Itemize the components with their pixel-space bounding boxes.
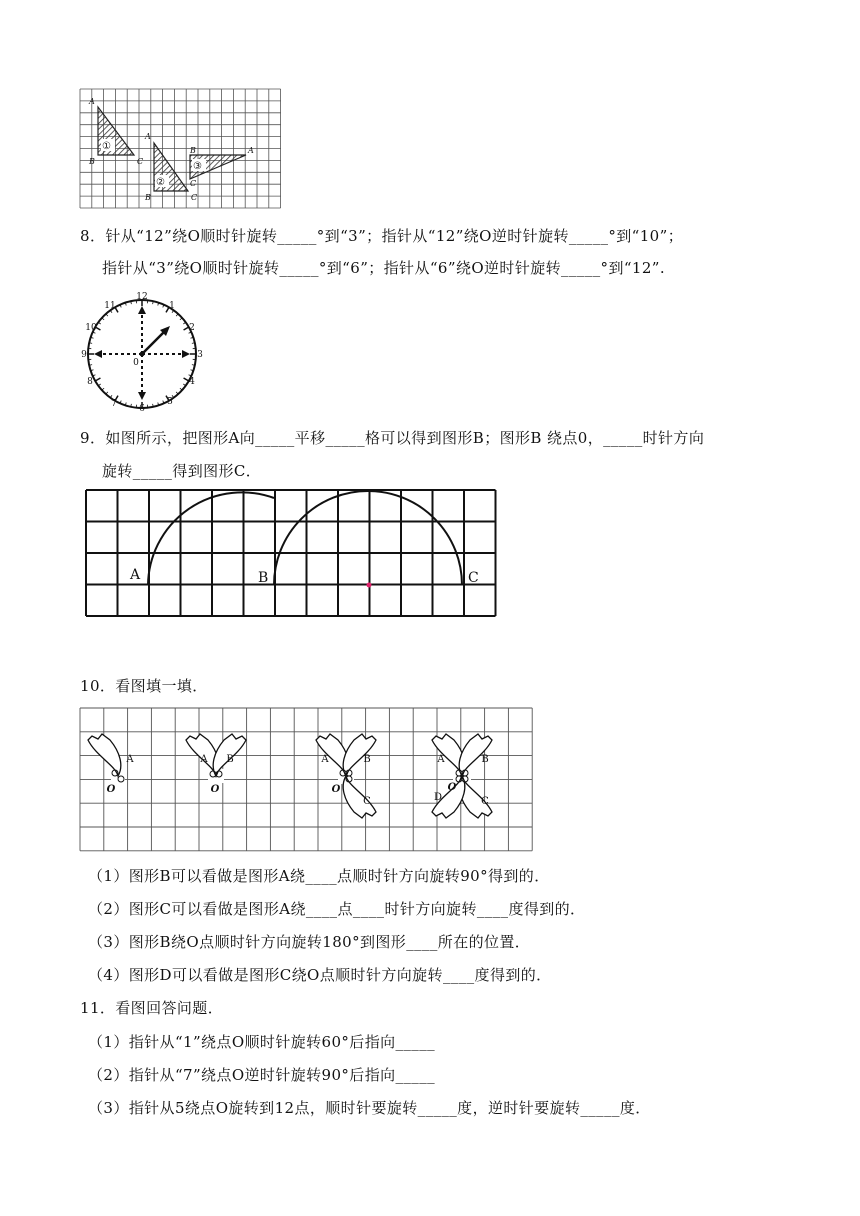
- q11-sub-2: （2）指针从“7”绕点O逆时针旋转90°后指向_____: [88, 1066, 436, 1084]
- vertex-label: C: [137, 157, 144, 166]
- petal-label: D: [433, 792, 443, 803]
- clock-tick: [184, 378, 189, 381]
- clock-number: 9: [81, 350, 87, 360]
- vertex-label: B: [190, 146, 196, 155]
- clock-number: 4: [189, 377, 195, 387]
- q10-sub-3: （3）图形B绕O点顺时针方向旋转180°到图形____所在的位置．: [88, 933, 531, 951]
- clock-number: 7: [111, 399, 117, 409]
- center-o-label: O: [210, 784, 220, 795]
- petal-label: C: [481, 796, 489, 807]
- q10-sub-1: （1）图形B可以看做是图形A绕____点顺时针方向旋转90°得到的．: [88, 867, 550, 885]
- vertex-label: C: [190, 179, 197, 188]
- q9-line-1: 9．如图所示，把图形A向_____平移_____格可以得到图形B；图形B 绕点0，_____时针方向: [80, 429, 705, 447]
- petal-label: B: [226, 754, 234, 765]
- clock-figure: [80, 290, 210, 412]
- semicircle-grid-figure: [84, 488, 497, 621]
- q10-sub-2: （2）图形C可以看做是图形A绕____点____时针方向旋转____度得到的．: [88, 900, 586, 918]
- rotation-center-point: [367, 583, 372, 588]
- q10-sub-4: （4）图形D可以看做是图形C绕O点顺时针方向旋转____度得到的．: [88, 966, 552, 984]
- vertex-label: B: [145, 193, 151, 202]
- region-label: ③: [193, 161, 202, 172]
- vertex-label: A: [248, 146, 254, 155]
- vertex-label: B: [89, 157, 95, 166]
- center-o-label: O: [331, 784, 341, 795]
- region-label: ②: [156, 177, 165, 188]
- q8-line-2: 指针从“3”绕O顺时针旋转_____°到“6”；指针从“6”绕O逆时针旋转_____°到“12”.: [102, 259, 666, 277]
- arc-b-to-c: [274, 491, 462, 585]
- figure-label-b: B: [258, 570, 269, 586]
- clock-number: 12: [136, 292, 148, 302]
- clock-number: 2: [189, 323, 195, 333]
- petal-label: B: [363, 754, 371, 765]
- q10-title: 10．看图填一填．: [80, 677, 208, 695]
- q11-sub-3: （3）指针从5绕点O旋转到12点，顺时针要旋转_____度，逆时针要旋转_____度．: [88, 1099, 651, 1117]
- clock-number: 10: [85, 323, 97, 333]
- clock-tick: [95, 378, 100, 381]
- q8-line-1: 8．针从“12”绕O顺时针旋转_____°到“3”；指针从“12”绕O逆时针旋转_____°到“10”；: [80, 227, 684, 245]
- vertex-label: A: [89, 97, 95, 106]
- clock-number: 8: [87, 377, 93, 387]
- triangle-rotation-grid-figure: [78, 87, 283, 210]
- figure-label-a: A: [130, 567, 141, 583]
- q9-line-2: 旋转_____得到图形C．: [102, 462, 262, 480]
- q11-title: 11．看图回答问题．: [80, 999, 224, 1017]
- clock-hand: [142, 330, 166, 354]
- clock-tick: [184, 327, 189, 330]
- q11-sub-1: （1）指针从“1”绕点O顺时针旋转60°后指向_____: [88, 1033, 436, 1051]
- region-label: ①: [102, 141, 111, 152]
- clock-number: 11: [104, 301, 116, 311]
- petal-label: A: [321, 754, 329, 765]
- clock-number: 6: [139, 404, 145, 412]
- clock-center-label: 0: [133, 358, 139, 368]
- vertex-label: C: [191, 193, 198, 202]
- petal-figure-2: [186, 734, 246, 783]
- petal-label: A: [126, 754, 134, 765]
- petal-label: C: [363, 796, 371, 807]
- vertex-label: A: [145, 132, 151, 141]
- clock-number: 3: [197, 350, 203, 360]
- petal-rotation-grid-figure: [78, 706, 535, 854]
- petal-figure-1: [88, 734, 125, 783]
- figure-label-c: C: [468, 570, 479, 586]
- center-o-label: O: [106, 784, 116, 795]
- petal-label: B: [481, 754, 489, 765]
- petal-label: A: [200, 754, 208, 765]
- petal-label: A: [437, 754, 445, 765]
- clock-number: 5: [167, 397, 173, 407]
- center-o-label: O: [447, 782, 457, 793]
- clock-number: 1: [169, 301, 175, 311]
